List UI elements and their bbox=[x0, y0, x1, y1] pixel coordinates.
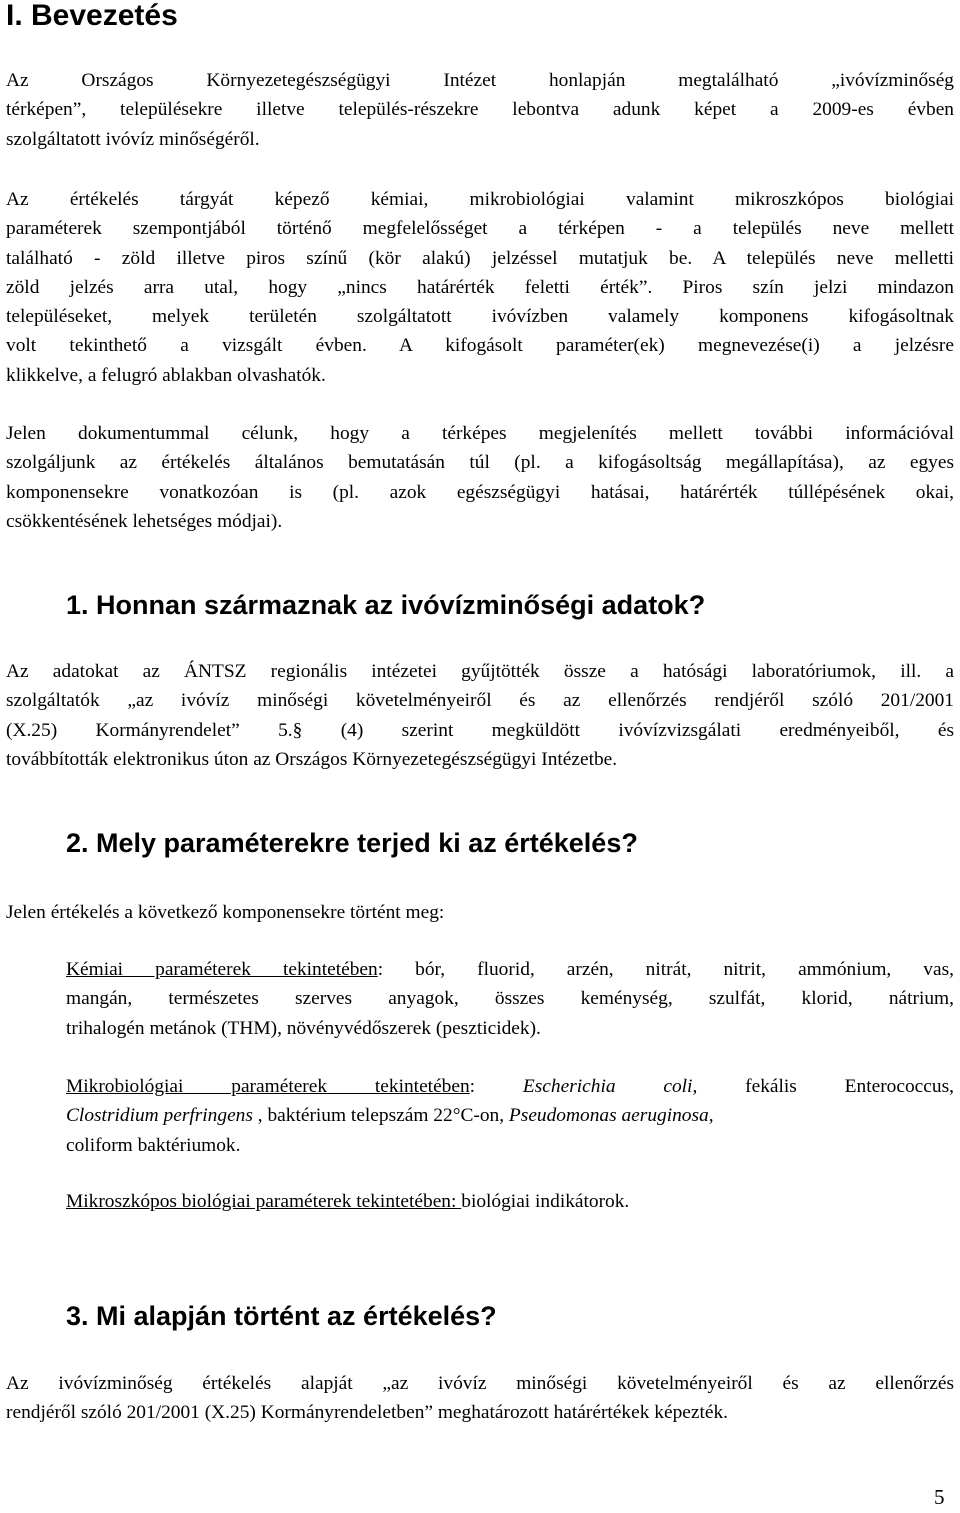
text-line: továbbították elektronikus úton az Országos Környezetegészségügyi Intézetbe. bbox=[6, 748, 618, 770]
microscopic-parameters-paragraph bbox=[66, 1187, 954, 1216]
text-line: (X.25) Kormányrendelet” 5.§ (4) szerint megküldött ivóvízvizsgálati eredményeiből, és bbox=[6, 719, 954, 741]
text-line: Clostridium perfringens , baktérium telepszám 22°C-on, Pseudomonas aeruginosa, bbox=[66, 1105, 714, 1127]
section-1-heading: 1. Honnan származnak az ivóvízminőségi adatok? bbox=[66, 590, 706, 620]
text-line: Kémiai paraméterek tekintetében: bór, fluorid, arzén, nitrát, nitrit, ammónium, vas, bbox=[66, 959, 954, 980]
text-line: található - zöld illetve piros színű (kör alakú) jelzéssel mutatjuk be. A település neve melletti bbox=[6, 247, 954, 269]
section-1-paragraph bbox=[6, 657, 954, 774]
microscopic-parameters-label: Mikroszkópos biológiai paraméterek tekintetében: bbox=[66, 1191, 462, 1212]
text-line: szolgáltatók „az ivóvíz minőségi követelményeiről és az ellenőrzés rendjéről szóló 201/2001 bbox=[6, 690, 954, 712]
text-line: trihalogén metánok (THM), növényvédőszerek (peszticidek). bbox=[66, 1017, 541, 1039]
intro-paragraph-3 bbox=[6, 419, 954, 536]
text-line: klikkelve, a felugró ablakban olvashatók. bbox=[6, 364, 326, 386]
text-line: Jelen dokumentummal célunk, hogy a térképes megjelenítés mellett további információval bbox=[6, 423, 954, 444]
text-line: Az értékelés tárgyát képező kémiai, mikrobiológiai valamint mikroszkópos biológiai bbox=[6, 189, 954, 210]
page-number: 5 bbox=[934, 1485, 945, 1509]
section-3-paragraph bbox=[6, 1369, 954, 1428]
text-line: Az adatokat az ÁNTSZ regionális intézetei gyűjtötték össze a hatósági laboratóriumok, ill. a bbox=[6, 661, 954, 682]
page-title: I. Bevezetés bbox=[6, 0, 178, 32]
text-line: Jelen értékelés a következő komponensekre történt meg: bbox=[6, 902, 445, 923]
intro-paragraph-2 bbox=[6, 185, 954, 390]
text-line: Mikroszkópos biológiai paraméterek tekintetében: biológiai indikátorok. bbox=[66, 1191, 630, 1212]
section-3-heading: 3. Mi alapján történt az értékelés? bbox=[66, 1301, 497, 1331]
text-line: csökkentésének lehetséges módjai). bbox=[6, 510, 283, 532]
text-line: komponensekre vonatkozóan is (pl. azok egészségügyi hatásai, határérték túllépésének okai, bbox=[6, 481, 954, 503]
chemical-parameters-paragraph bbox=[66, 955, 954, 1043]
species-name: Escherichia coli bbox=[522, 1076, 693, 1097]
intro-paragraph-1 bbox=[6, 66, 954, 154]
species-name: Clostridium perfringens bbox=[66, 1105, 253, 1127]
species-name: Pseudomonas aeruginosa bbox=[508, 1105, 709, 1127]
text-line: településeket, melyek területén szolgáltatott ivóvízben valamely komponens kifogásoltnak bbox=[6, 306, 954, 328]
text-line: rendjéről szóló 201/2001 (X.25) Kormányrendeletben” meghatározott határértékek képezték. bbox=[6, 1402, 729, 1424]
section-2-heading: 2. Mely paraméterekre terjed ki az értékelés? bbox=[66, 828, 638, 858]
section-2-lead bbox=[6, 898, 954, 927]
text-line: szolgáljunk az értékelés általános bemutatásán túl (pl. a kifogásoltság megállapítása), az egyes bbox=[6, 452, 954, 474]
text-line: volt tekinthető a vizsgált évben. A kifogásolt paraméter(ek) megnevezése(i) a jelzésre bbox=[6, 335, 954, 357]
text-line: mangán, természetes szerves anyagok, összes keménység, szulfát, klorid, nátrium, bbox=[66, 988, 954, 1010]
microbiological-parameters-paragraph bbox=[66, 1072, 954, 1160]
text-line: zöld jelzés arra utal, hogy „nincs határérték feletti érték”. Piros szín jelzi mindazon bbox=[6, 276, 954, 298]
chemical-parameters-label: Kémiai paraméterek tekintetében bbox=[66, 959, 378, 980]
text-line: Az Országos Környezetegészségügyi Intézet honlapján megtalálható „ivóvízminőség bbox=[6, 70, 954, 91]
text-line: Mikrobiológiai paraméterek tekintetében: Escherichia coli, fekális Enterococcus, bbox=[66, 1076, 954, 1097]
text-line: Az ivóvízminőség értékelés alapját „az ivóvíz minőségi követelményeiről és az ellenőrzés bbox=[6, 1373, 954, 1394]
text-line: térképen”, településekre illetve település-részekre lebontva adunk képet a 2009-es évben bbox=[6, 99, 954, 121]
text-line: paraméterek szempontjából történő megfelelősséget a térképen - a település neve mellett bbox=[6, 218, 954, 240]
text-line: szolgáltatott ivóvíz minőségéről. bbox=[6, 128, 260, 150]
text-line: coliform baktériumok. bbox=[66, 1134, 241, 1156]
microbiological-parameters-label: Mikrobiológiai paraméterek tekintetében bbox=[66, 1076, 470, 1097]
